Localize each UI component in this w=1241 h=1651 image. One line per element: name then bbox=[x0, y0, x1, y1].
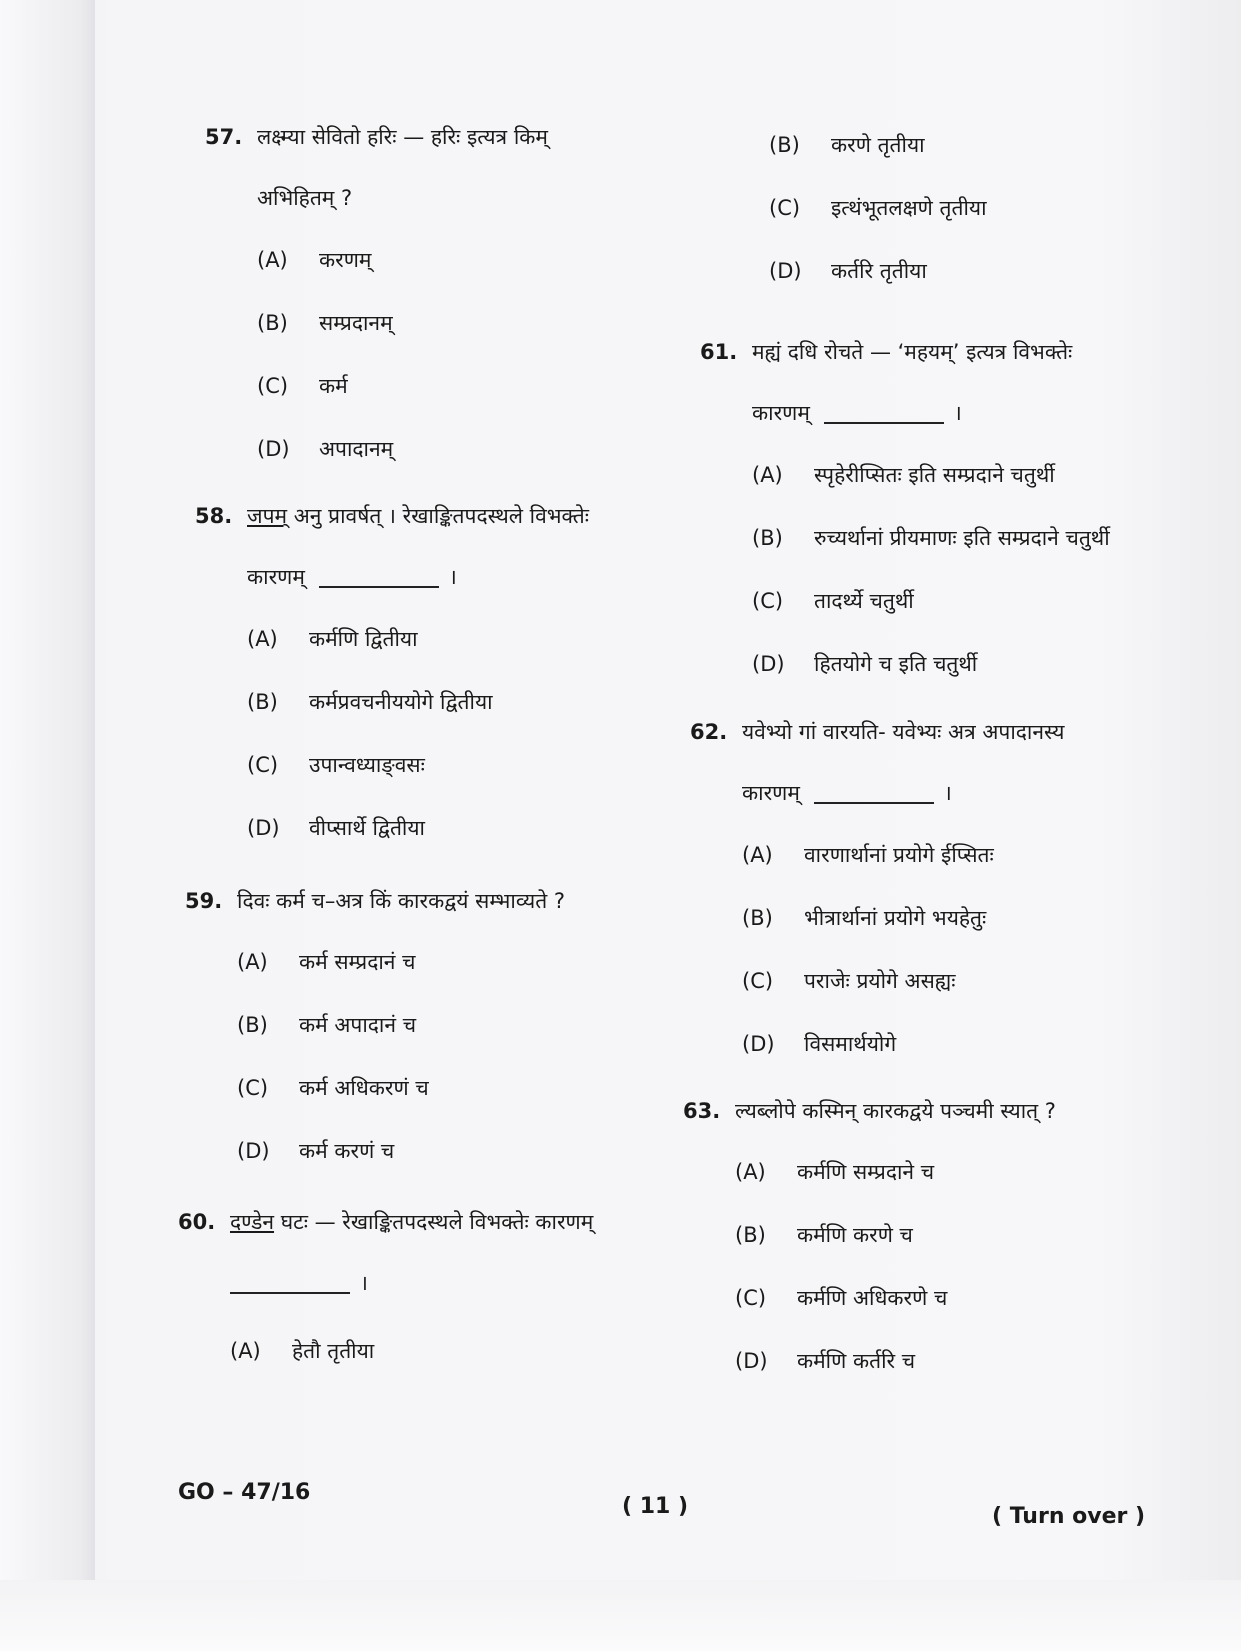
question-60-continued bbox=[717, 114, 1187, 303]
option-label: (C) bbox=[237, 1076, 269, 1100]
question-stem bbox=[178, 1192, 698, 1252]
option-d bbox=[700, 633, 1200, 696]
option-label: (A) bbox=[230, 1339, 261, 1363]
danda: । bbox=[953, 401, 962, 425]
question-number: 63. bbox=[683, 1099, 721, 1123]
option-label: (D) bbox=[742, 1032, 775, 1056]
option-d bbox=[683, 1330, 1193, 1393]
option-d bbox=[205, 418, 725, 481]
option-label: (C) bbox=[257, 374, 289, 398]
question-text: दिवः कर्म च–अत्र किं कारकद्वयं सम्भाव्यते ? bbox=[237, 889, 565, 913]
question-text bbox=[230, 1192, 698, 1252]
option-c bbox=[690, 950, 1200, 1013]
question-stem bbox=[690, 702, 1200, 762]
option-text: सम्प्रदानम् bbox=[319, 311, 393, 335]
option-text: कर्म सम्प्रदानं च bbox=[299, 950, 416, 974]
page-bottom-edge bbox=[0, 1580, 1241, 1651]
question-text: लक्ष्म्या सेवितो हरिः — हरिः इत्यत्र किम् bbox=[257, 125, 548, 149]
option-label: (D) bbox=[257, 437, 290, 461]
question-57 bbox=[205, 107, 725, 481]
option-a bbox=[205, 229, 725, 292]
option-b bbox=[690, 887, 1200, 950]
option-label: (D) bbox=[769, 259, 802, 283]
option-text: कर्म अधिकरणं च bbox=[299, 1076, 429, 1100]
option-text: करणे तृतीया bbox=[831, 133, 925, 157]
option-text: इत्थंभूतलक्षणे तृतीया bbox=[831, 196, 987, 220]
blank-prefix: कारणम् bbox=[742, 781, 800, 805]
option-label: (C) bbox=[769, 196, 801, 220]
turn-over-note: ( Turn over ) bbox=[992, 1504, 1146, 1529]
option-d bbox=[195, 797, 715, 860]
option-text: हेतौ तृतीया bbox=[292, 1339, 375, 1363]
option-d bbox=[717, 240, 1187, 303]
danda: । bbox=[943, 781, 952, 805]
option-text: कर्म अपादानं च bbox=[299, 1013, 417, 1037]
option-label: (B) bbox=[247, 690, 278, 714]
option-d bbox=[690, 1013, 1200, 1076]
option-text: विसमार्थयोगे bbox=[804, 1032, 897, 1056]
question-text-rest: घटः — रेखाङ्कितपदस्थले विभक्तेः कारणम् bbox=[274, 1210, 594, 1234]
page-left-edge bbox=[0, 0, 95, 1651]
question-61 bbox=[700, 322, 1200, 696]
danda: । bbox=[448, 565, 457, 589]
option-label: (C) bbox=[247, 753, 279, 777]
answer-blank bbox=[319, 568, 439, 588]
option-text: करणम् bbox=[319, 248, 372, 272]
option-text: तादर्थ्ये चतुर्थी bbox=[814, 589, 914, 613]
option-label: (B) bbox=[735, 1223, 766, 1247]
option-text: कर्म bbox=[319, 374, 348, 398]
underlined-word: दण्डेन bbox=[230, 1210, 275, 1234]
question-text-continued bbox=[178, 1252, 698, 1314]
option-text: कर्म करणं च bbox=[299, 1139, 395, 1163]
option-a bbox=[690, 824, 1200, 887]
question-stem bbox=[195, 486, 715, 546]
option-a bbox=[195, 608, 715, 671]
option-c bbox=[717, 177, 1187, 240]
option-a bbox=[185, 931, 705, 994]
question-text bbox=[247, 486, 715, 546]
option-b bbox=[195, 671, 715, 734]
option-a bbox=[178, 1320, 698, 1383]
question-text: मह्यं दधि रोचते — ‘महयम्’ इत्यत्र विभक्तेः bbox=[752, 340, 1073, 364]
option-text: कर्मणि करणे च bbox=[797, 1223, 913, 1247]
question-text-rest: अनु प्रावर्षत् । रेखाङ्कितपदस्थले विभक्तेः bbox=[287, 504, 590, 528]
option-b bbox=[185, 994, 705, 1057]
option-text: कर्मणि कर्तरि च bbox=[797, 1349, 916, 1373]
option-text: कर्मप्रवचनीययोगे द्वितीया bbox=[309, 690, 493, 714]
option-label: (A) bbox=[257, 248, 288, 272]
option-label: (B) bbox=[257, 311, 288, 335]
option-label: (D) bbox=[735, 1349, 768, 1373]
option-b bbox=[700, 507, 1200, 570]
option-label: (A) bbox=[247, 627, 278, 651]
question-59 bbox=[185, 871, 705, 1183]
question-text: यवेभ्यो गां वारयति- यवेभ्यः अत्र अपादानस्य bbox=[742, 720, 1065, 744]
option-label: (A) bbox=[237, 950, 268, 974]
answer-blank bbox=[230, 1274, 350, 1294]
blank-prefix: कारणम् bbox=[247, 565, 305, 589]
question-stem bbox=[700, 322, 1200, 382]
paper-code: GO – 47/16 bbox=[178, 1480, 311, 1505]
option-text: भीत्रार्थानां प्रयोगे भयहेतुः bbox=[804, 906, 987, 930]
option-text: अपादानम् bbox=[319, 437, 394, 461]
option-label: (A) bbox=[742, 843, 773, 867]
question-number: 61. bbox=[700, 340, 738, 364]
question-62 bbox=[690, 702, 1200, 1076]
option-a bbox=[683, 1141, 1193, 1204]
option-label: (D) bbox=[237, 1139, 270, 1163]
option-text: कर्मणि सम्प्रदाने च bbox=[797, 1160, 935, 1184]
option-label: (B) bbox=[769, 133, 800, 157]
option-b bbox=[717, 114, 1187, 177]
option-label: (B) bbox=[237, 1013, 268, 1037]
option-c bbox=[700, 570, 1200, 633]
option-c bbox=[195, 734, 715, 797]
option-c bbox=[683, 1267, 1193, 1330]
question-text-continued bbox=[690, 762, 1200, 824]
option-label: (B) bbox=[742, 906, 773, 930]
question-number: 59. bbox=[185, 889, 223, 913]
option-text: हितयोगे च इति चतुर्थी bbox=[814, 652, 978, 676]
question-63 bbox=[683, 1081, 1193, 1393]
option-b bbox=[683, 1204, 1193, 1267]
option-a bbox=[700, 444, 1200, 507]
option-text: कर्तरि तृतीया bbox=[831, 259, 927, 283]
option-text: उपान्वध्याङ्वसः bbox=[309, 753, 425, 777]
question-text-continued bbox=[700, 382, 1200, 444]
option-label: (D) bbox=[247, 816, 280, 840]
option-text: पराजेः प्रयोगे असह्यः bbox=[804, 969, 956, 993]
option-text: स्पृहेरीप्सितः इति सम्प्रदाने चतुर्थी bbox=[814, 463, 1055, 487]
option-label: (D) bbox=[752, 652, 785, 676]
page-number: ( 11 ) bbox=[622, 1494, 689, 1519]
option-text: रुच्यर्थानां प्रीयमाणः इति सम्प्रदाने चतुर्थी bbox=[814, 526, 1110, 550]
question-number: 62. bbox=[690, 720, 728, 744]
answer-blank bbox=[814, 784, 934, 804]
option-d bbox=[185, 1120, 705, 1183]
blank-prefix: कारणम् bbox=[752, 401, 810, 425]
option-b bbox=[205, 292, 725, 355]
danda: । bbox=[360, 1271, 368, 1295]
option-label: (B) bbox=[752, 526, 783, 550]
option-text: वारणार्थानां प्रयोगे ईप्सितः bbox=[804, 843, 994, 867]
option-label: (C) bbox=[735, 1286, 767, 1310]
question-stem bbox=[185, 871, 705, 931]
option-label: (A) bbox=[735, 1160, 766, 1184]
question-stem bbox=[683, 1081, 1193, 1141]
question-text-continued: अभिहितम् ? bbox=[257, 186, 353, 210]
question-stem bbox=[205, 107, 725, 167]
question-text: ल्यब्लोपे कस्मिन् कारकद्वये पञ्चमी स्यात् ? bbox=[735, 1099, 1056, 1123]
question-number: 58. bbox=[195, 504, 233, 528]
option-label: (A) bbox=[752, 463, 783, 487]
option-label: (C) bbox=[742, 969, 774, 993]
option-text: कर्मणि द्वितीया bbox=[309, 627, 418, 651]
underlined-word: जपम् bbox=[247, 504, 288, 528]
question-58 bbox=[195, 486, 715, 860]
question-text-continued bbox=[195, 546, 715, 608]
question-60 bbox=[178, 1192, 698, 1383]
option-c bbox=[205, 355, 725, 418]
answer-blank bbox=[824, 404, 944, 424]
option-text: वीप्सार्थे द्वितीया bbox=[309, 816, 425, 840]
question-number: 57. bbox=[205, 125, 243, 149]
question-number: 60. bbox=[178, 1210, 216, 1234]
option-c bbox=[185, 1057, 705, 1120]
option-text: कर्मणि अधिकरणे च bbox=[797, 1286, 948, 1310]
option-label: (C) bbox=[752, 589, 784, 613]
